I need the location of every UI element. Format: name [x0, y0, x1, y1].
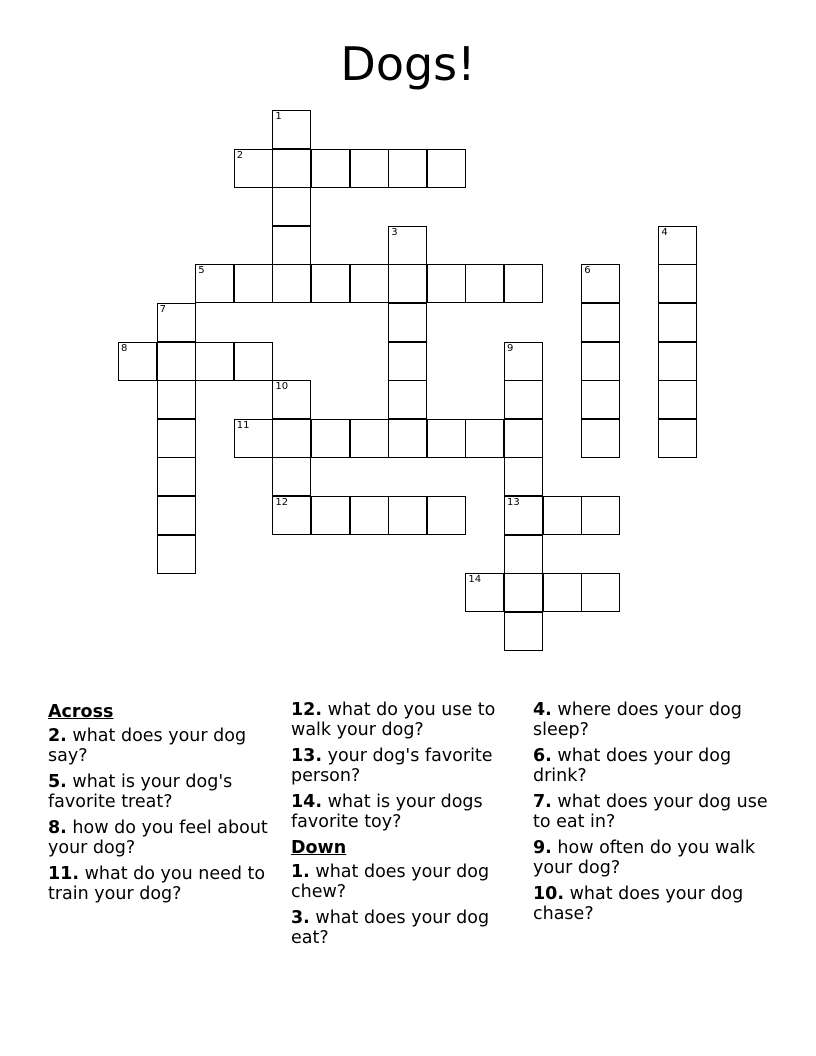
clue-text: how do you feel about your dog? [48, 818, 268, 858]
grid-cell[interactable] [543, 573, 582, 612]
grid-cell[interactable] [581, 419, 620, 458]
clue-across-13 [291, 746, 516, 786]
clue-text: what does your dog use to eat in? [533, 792, 768, 832]
grid-cell[interactable] [234, 149, 273, 188]
clue-down-9 [533, 838, 773, 878]
cell-number: 3 [391, 226, 398, 238]
cell-number: 6 [584, 265, 591, 277]
cell-number: 2 [236, 149, 244, 161]
clue-across-12 [291, 700, 516, 740]
grid-cell[interactable] [234, 264, 273, 303]
clue-text: how often do you walk your dog? [533, 838, 756, 878]
clue-number: 4. [533, 700, 552, 720]
cell-number: 12 [275, 497, 289, 508]
clue-text: where does your dog sleep? [533, 700, 742, 740]
clue-text: what does your dog say? [48, 726, 247, 766]
grid-cell[interactable] [350, 419, 389, 458]
cell-number: 9 [507, 342, 514, 354]
grid-cell[interactable] [427, 264, 466, 303]
across-heading: Across [48, 702, 114, 722]
clue-down-10 [533, 884, 773, 924]
clue-text: what do you use to walk your dog? [291, 700, 496, 740]
cell-number: 5 [198, 265, 205, 277]
clue-text: what is your dog's favorite treat? [48, 772, 233, 812]
grid-cell[interactable] [581, 264, 620, 303]
grid-cell[interactable] [504, 457, 543, 496]
clue-across-8 [48, 818, 273, 858]
grid-cell[interactable] [504, 342, 543, 381]
clue-number: 9. [533, 838, 552, 858]
grid-cell[interactable] [311, 419, 350, 458]
grid-cell[interactable] [581, 303, 620, 342]
grid-cell[interactable] [350, 264, 389, 303]
grid-cell[interactable] [350, 496, 389, 535]
grid-cell[interactable] [388, 380, 427, 419]
grid-cell[interactable] [272, 149, 311, 188]
grid-cell[interactable] [272, 264, 311, 303]
grid-cell[interactable] [157, 380, 196, 419]
cell-number: 14 [468, 574, 482, 586]
grid-cell[interactable] [427, 149, 466, 188]
clues-column-2 [291, 700, 516, 954]
grid-cell[interactable] [388, 303, 427, 342]
clue-number: 13. [291, 746, 323, 766]
clue-number: 3. [291, 908, 310, 928]
clue-number: 6. [533, 746, 552, 766]
clue-number: 14. [291, 792, 323, 812]
grid-cell[interactable] [157, 303, 196, 342]
clue-down-1 [291, 862, 516, 902]
grid-cell[interactable] [658, 380, 697, 419]
clues-column-3 [533, 700, 773, 930]
grid-cell[interactable] [658, 226, 697, 265]
grid-cell[interactable] [234, 419, 273, 458]
clue-number: 11. [48, 864, 80, 884]
grid-cell[interactable] [658, 342, 697, 381]
clue-down-7 [533, 792, 773, 832]
grid-cell[interactable] [581, 380, 620, 419]
grid-cell[interactable] [311, 149, 350, 188]
clues-column-1 [48, 700, 273, 910]
grid-cell[interactable] [272, 187, 311, 226]
clue-text: what does your dog chew? [291, 862, 490, 902]
page-title: Dogs! [340, 37, 476, 91]
grid-cell[interactable] [581, 342, 620, 381]
grid-cell[interactable] [350, 149, 389, 188]
cell-number: 1 [275, 111, 282, 122]
grid-cell[interactable] [157, 496, 196, 535]
grid-cell[interactable] [504, 380, 543, 419]
clue-number: 7. [533, 792, 552, 812]
clue-number: 2. [48, 726, 67, 746]
cell-number: 11 [236, 419, 250, 431]
grid-cell[interactable] [195, 264, 234, 303]
grid-cell[interactable] [543, 496, 582, 535]
grid-cell[interactable] [388, 149, 427, 188]
grid-cell[interactable] [581, 496, 620, 535]
grid-cell[interactable] [157, 342, 196, 381]
grid-cell[interactable] [272, 419, 311, 458]
grid-cell[interactable] [157, 457, 196, 496]
clue-text: what does your dog chase? [533, 884, 744, 924]
grid-cell[interactable] [504, 535, 543, 574]
clue-number: 1. [291, 862, 310, 882]
clue-across-14 [291, 792, 516, 832]
grid-cell[interactable] [272, 380, 311, 419]
grid-cell[interactable] [427, 496, 466, 535]
grid-cell[interactable] [388, 264, 427, 303]
clue-text: your dog's favorite person? [291, 746, 493, 786]
grid-cell[interactable] [311, 264, 350, 303]
grid-cell[interactable] [465, 264, 504, 303]
clue-text: what does your dog eat? [291, 908, 490, 948]
grid-cell[interactable] [465, 573, 504, 612]
grid-cell[interactable] [157, 419, 196, 458]
grid-cell[interactable] [311, 496, 350, 535]
grid-cell[interactable] [504, 496, 543, 535]
clue-number: 10. [533, 884, 565, 904]
grid-cell[interactable] [658, 419, 697, 458]
clue-number: 5. [48, 772, 67, 792]
clue-down-6 [533, 746, 773, 786]
grid-cell[interactable] [272, 457, 311, 496]
grid-cell[interactable] [388, 226, 427, 265]
grid-cell[interactable] [465, 419, 504, 458]
grid-cell[interactable] [272, 496, 311, 535]
grid-cell[interactable] [157, 535, 196, 574]
grid-cell[interactable] [504, 573, 543, 612]
clue-across-5 [48, 772, 273, 812]
grid-cell[interactable] [658, 264, 697, 303]
cell-number: 8 [121, 342, 128, 354]
grid-cell[interactable] [234, 342, 273, 381]
cell-number: 13 [507, 497, 520, 508]
cell-number: 7 [159, 304, 166, 315]
clue-down-4 [533, 700, 773, 740]
grid-cell[interactable] [427, 419, 466, 458]
clue-text: what do you need to train your dog? [48, 864, 266, 904]
grid-cell[interactable] [272, 110, 311, 149]
grid-cell[interactable] [272, 226, 311, 265]
cell-number: 10 [275, 381, 289, 393]
grid-cell[interactable] [118, 342, 157, 381]
clue-number: 8. [48, 818, 67, 838]
clue-number: 12. [291, 700, 323, 720]
grid-cell[interactable] [388, 419, 427, 458]
clue-across-11 [48, 864, 273, 904]
grid-cell[interactable] [504, 612, 543, 651]
grid-cell[interactable] [195, 342, 234, 381]
clue-text: what does your dog drink? [533, 746, 732, 786]
grid-cell[interactable] [388, 342, 427, 381]
clue-down-3 [291, 908, 516, 948]
clue-across-2 [48, 726, 273, 766]
cell-number: 4 [661, 226, 668, 238]
grid-cell[interactable] [504, 419, 543, 458]
grid-cell[interactable] [658, 303, 697, 342]
grid-cell[interactable] [388, 496, 427, 535]
down-heading: Down [291, 838, 347, 858]
clue-text: what is your dogs favorite toy? [291, 792, 483, 832]
grid-cell[interactable] [581, 573, 620, 612]
grid-cell[interactable] [504, 264, 543, 303]
